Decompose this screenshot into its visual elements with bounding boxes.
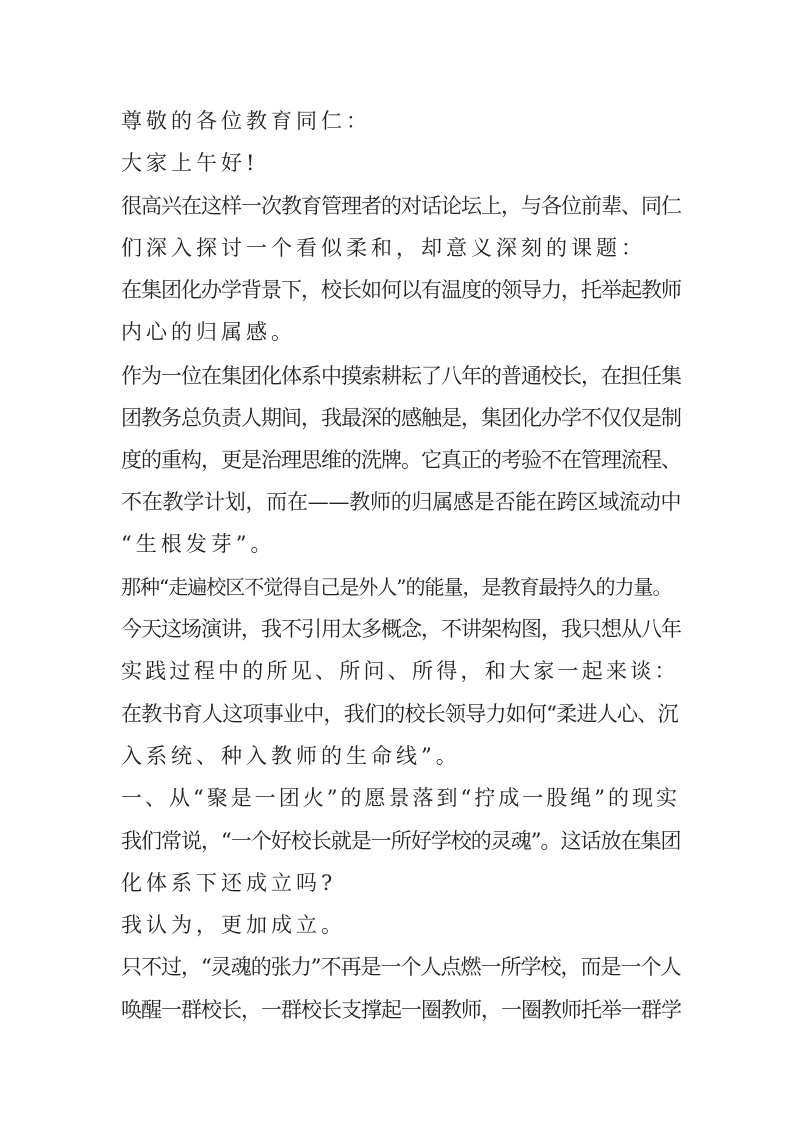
text-line: 内心的归属感。	[121, 320, 296, 344]
text-line: 那种“走遍校区不觉得自己是外人”的能量，是教育最持久的力量。	[121, 575, 672, 599]
text-line: 化体系下还成立吗?	[121, 871, 337, 895]
text-line: “生根发芽”。	[121, 532, 276, 556]
text-line: 唤醒一群校长，一群校长支撑起一圈教师，一圈教师托举一群学	[121, 998, 681, 1022]
text-line: 实践过程中的所见、所问、所得，和大家一起来谈：	[121, 659, 679, 683]
text-line: 在教书育人这项事业中，我们的校长领导力如何“柔进人心、沉	[121, 702, 678, 726]
text-line: 尊敬的各位教育同仁：	[121, 109, 371, 133]
text-line: 很高兴在这样一次教育管理者的对话论坛上，与各位前辈、同仁	[121, 194, 681, 218]
text-line: 不在教学计划，而在——教师的归属感是否能在跨区域流动中	[121, 490, 682, 514]
text-line: 大家上午好!	[121, 151, 259, 175]
text-line: 作为一位在集团化体系中摸索耕耘了八年的普通校长，在担任集	[121, 364, 681, 388]
text-line: 我认为，更加成立。	[121, 913, 346, 937]
text-line: 在集团化办学背景下，校长如何以有温度的领导力，托举起教师	[121, 278, 681, 302]
text-line: 今天这场演讲，我不引用太多概念，不讲架构图，我只想从八年	[121, 617, 681, 641]
text-line: 入系统、种入教师的生命线”。	[121, 744, 461, 768]
text-line: 一、从“聚是一团火”的愿景落到“拧成一股绳”的现实	[121, 786, 680, 810]
text-line: 我们常说，“一个好校长就是一所好学校的灵魂”。这话放在集团	[121, 829, 681, 853]
text-line: 度的重构，更是治理思维的洗牌。它真正的考验不在管理流程、	[121, 448, 681, 472]
text-line: 只不过，“灵魂的张力”不再是一个人点燃一所学校，而是一个人	[121, 955, 681, 979]
text-line: 们深入探讨一个看似柔和，却意义深刻的课题：	[121, 236, 646, 260]
text-line: 团教务总负责人期间，我最深的感触是，集团化办学不仅仅是制	[121, 406, 681, 430]
